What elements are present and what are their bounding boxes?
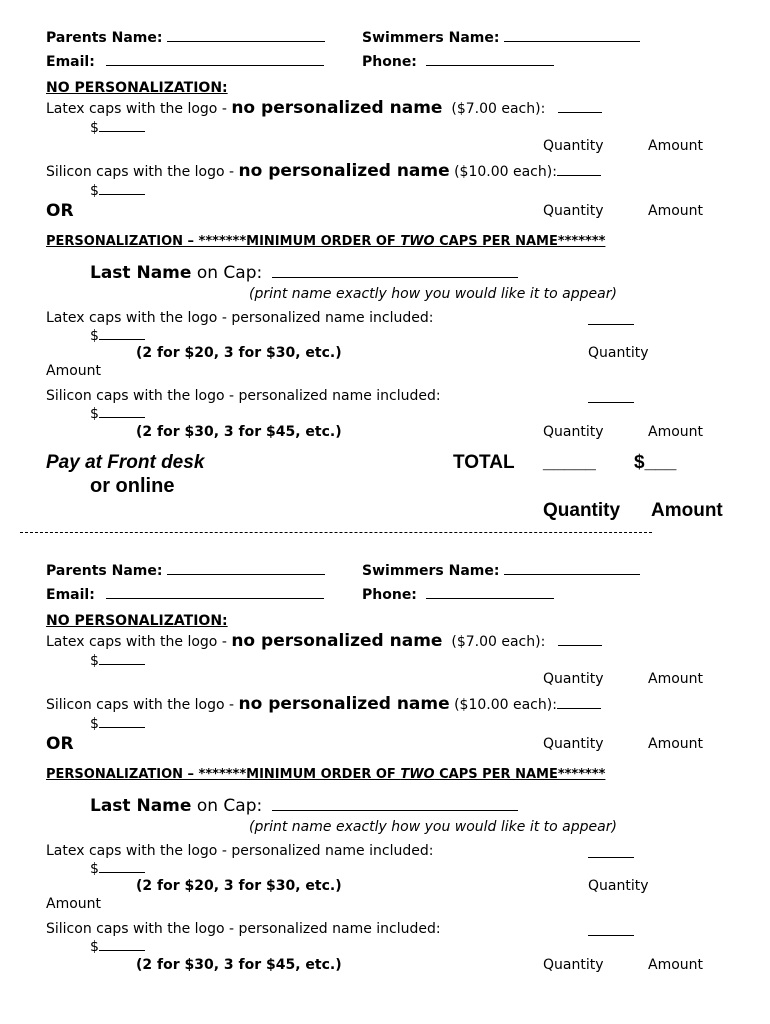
print-note: (print name exactly how you would like it to appear) [249, 286, 617, 302]
email-label: Email: [46, 53, 324, 70]
latex-nopers-qty-field[interactable] [558, 100, 602, 113]
latex-pers-price: (2 for $20, 3 for $30, etc.) [136, 878, 342, 894]
total-amount-label: Amount [651, 500, 723, 521]
cut-line-divider [20, 532, 652, 533]
total-quantity-label: Quantity [543, 500, 621, 521]
parents-name-field[interactable] [167, 562, 325, 575]
latex-pers-line: Latex caps with the logo - personalized name included: [46, 843, 434, 859]
quantity-label: Quantity [543, 671, 604, 687]
parents-name-field[interactable] [167, 29, 325, 42]
swimmers-name-label: Swimmers Name: [362, 562, 640, 579]
or-label: OR [46, 734, 74, 754]
silicon-pers-line: Silicon caps with the logo - personalized name included: [46, 388, 441, 404]
no-personalization-heading: NO PERSONALIZATION: [46, 80, 228, 96]
amount-label: Amount [46, 896, 102, 912]
amount-label: Amount [648, 957, 704, 973]
latex-nopers-line: Latex caps with the logo - no personalized name ($7.00 each): [46, 98, 602, 118]
amount-label: Amount [648, 671, 704, 687]
latex-pers-qty-field[interactable] [588, 845, 634, 862]
print-note: (print name exactly how you would like it to appear) [249, 819, 617, 835]
amount-label: Amount [46, 363, 102, 379]
quantity-label: Quantity [588, 345, 649, 361]
quantity-label: Quantity [543, 203, 604, 219]
latex-nopers-amount: $ [90, 652, 145, 669]
quantity-label: Quantity [543, 424, 604, 440]
silicon-pers-line: Silicon caps with the logo - personalized name included: [46, 921, 441, 937]
silicon-pers-qty-field[interactable] [588, 923, 634, 940]
email-field[interactable] [106, 53, 324, 66]
parents-name-label: Parents Name: [46, 562, 325, 579]
or-label: OR [46, 201, 74, 221]
silicon-nopers-qty-field[interactable] [557, 163, 601, 176]
phone-label: Phone: [362, 586, 554, 603]
swimmers-name-label: Swimmers Name: [362, 29, 640, 46]
amount-label: Amount [648, 424, 704, 440]
no-personalization-heading: NO PERSONALIZATION: [46, 613, 228, 629]
latex-pers-amount: $ [90, 860, 145, 877]
latex-nopers-line: Latex caps with the logo - no personalized name ($7.00 each): [46, 631, 602, 651]
personalization-heading: PERSONALIZATION – *******MINIMUM ORDER OF TWO CAPS PER NAME******* [46, 767, 606, 782]
silicon-pers-qty-field[interactable] [588, 390, 634, 407]
phone-label: Phone: [362, 53, 554, 70]
silicon-nopers-amount: $ [90, 182, 145, 199]
silicon-nopers-amount: $ [90, 715, 145, 732]
pay-front-desk: Pay at Front desk [46, 452, 205, 473]
silicon-nopers-qty-field[interactable] [557, 696, 601, 709]
silicon-nopers-amount-field[interactable] [99, 182, 145, 195]
quantity-label: Quantity [588, 878, 649, 894]
total-amount-field[interactable]: $___ [634, 452, 677, 473]
silicon-pers-amount-field[interactable] [99, 405, 145, 418]
or-online: or online [90, 475, 175, 497]
swimmers-name-field[interactable] [504, 562, 640, 575]
amount-label: Amount [648, 203, 704, 219]
quantity-label: Quantity [543, 957, 604, 973]
latex-nopers-amount-field[interactable] [99, 652, 145, 665]
silicon-pers-amount: $ [90, 938, 145, 955]
quantity-label: Quantity [543, 138, 604, 154]
silicon-pers-price: (2 for $30, 3 for $45, etc.) [136, 424, 342, 440]
parents-name-label: Parents Name: [46, 29, 325, 46]
latex-nopers-amount: $ [90, 119, 145, 136]
email-field[interactable] [106, 586, 324, 599]
latex-pers-price: (2 for $20, 3 for $30, etc.) [136, 345, 342, 361]
latex-pers-amount: $ [90, 327, 145, 344]
silicon-nopers-line: Silicon caps with the logo - no personalized name ($10.00 each): [46, 694, 601, 714]
silicon-pers-amount-field[interactable] [99, 938, 145, 951]
amount-label: Amount [648, 138, 704, 154]
last-name-line: Last Name on Cap: [90, 796, 518, 816]
last-name-field[interactable] [272, 265, 518, 278]
email-label: Email: [46, 586, 324, 603]
latex-pers-qty-field[interactable] [588, 312, 634, 329]
latex-nopers-amount-field[interactable] [99, 119, 145, 132]
silicon-pers-price: (2 for $30, 3 for $45, etc.) [136, 957, 342, 973]
total-label: TOTAL [453, 452, 515, 473]
silicon-nopers-line: Silicon caps with the logo - no personalized name ($10.00 each): [46, 161, 601, 181]
last-name-line: Last Name on Cap: [90, 263, 518, 283]
quantity-label: Quantity [543, 736, 604, 752]
total-quantity-field[interactable]: _____ [543, 452, 596, 473]
personalization-heading: PERSONALIZATION – *******MINIMUM ORDER OF TWO CAPS PER NAME******* [46, 234, 606, 249]
swimmers-name-field[interactable] [504, 29, 640, 42]
silicon-pers-amount: $ [90, 405, 145, 422]
latex-pers-amount-field[interactable] [99, 860, 145, 873]
last-name-field[interactable] [272, 798, 518, 811]
phone-field[interactable] [426, 53, 554, 66]
phone-field[interactable] [426, 586, 554, 599]
amount-label: Amount [648, 736, 704, 752]
latex-pers-line: Latex caps with the logo - personalized name included: [46, 310, 434, 326]
latex-pers-amount-field[interactable] [99, 327, 145, 340]
silicon-nopers-amount-field[interactable] [99, 715, 145, 728]
latex-nopers-qty-field[interactable] [558, 633, 602, 646]
